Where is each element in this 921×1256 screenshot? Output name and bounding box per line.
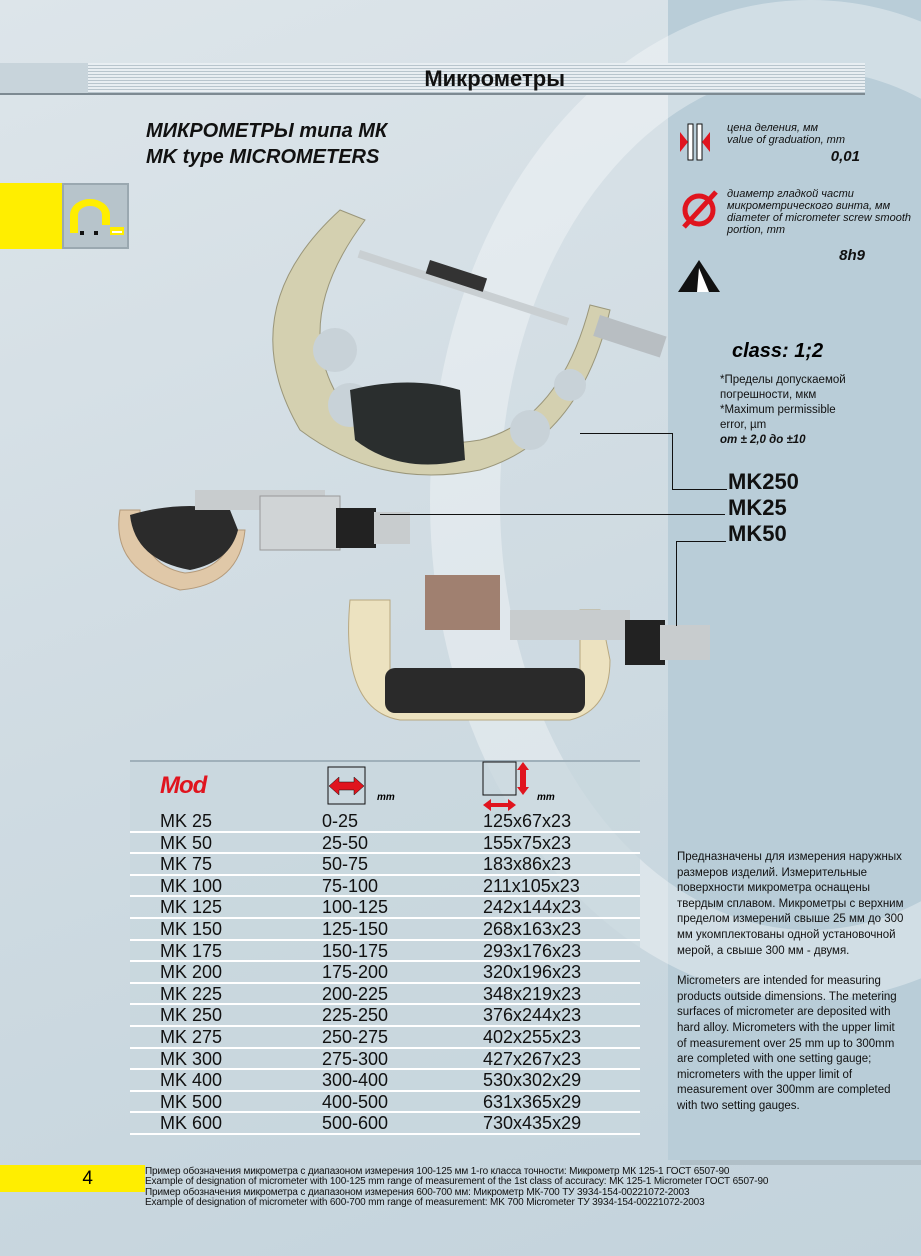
dimensions-cell: 631x365x29 bbox=[483, 1091, 582, 1112]
dimensions-cell: 427x267x23 bbox=[483, 1048, 582, 1069]
dimensions-cell: 320x196x23 bbox=[483, 962, 582, 983]
range-cell: 175-200 bbox=[322, 962, 389, 983]
dimensions-cell: 268x163x23 bbox=[483, 919, 582, 939]
range-cell: 500-600 bbox=[322, 1113, 389, 1134]
mk25-image bbox=[119, 490, 410, 590]
model-cell: MK 225 bbox=[160, 983, 223, 1004]
mk250-image bbox=[273, 210, 667, 475]
table-row bbox=[130, 854, 640, 876]
footer-line: Example of designation of micrometer with 600-700 mm range of measurement: MK 700 Micrometer ТУ 3934-154-00221072-2003 bbox=[145, 1197, 705, 1209]
table-row bbox=[130, 962, 640, 984]
range-cell: 75-100 bbox=[322, 875, 379, 896]
dimensions-cell: 242x144x23 bbox=[483, 897, 582, 918]
mk50-image bbox=[349, 575, 710, 720]
model-cell: MK 250 bbox=[160, 1005, 223, 1026]
range-icon bbox=[327, 766, 367, 806]
footer-line: Example of designation of micrometer with 100-125 mm range of measurement of the 1st class of accuracy: MK 125-1 Micrometer ГОСТ 6507-90 bbox=[145, 1176, 769, 1188]
model-cell: MK 600 bbox=[160, 1113, 223, 1134]
class-label: class: 1;2 bbox=[732, 340, 824, 362]
table-row bbox=[130, 1027, 640, 1049]
heading-en: MK type MICROMETERS bbox=[146, 146, 380, 168]
table-row bbox=[130, 919, 640, 941]
table-row bbox=[130, 1049, 640, 1071]
range-cell: 275-300 bbox=[322, 1048, 389, 1069]
mod-header: Mod bbox=[160, 772, 207, 799]
dimensions-cell: 183x86x23 bbox=[483, 854, 572, 875]
model-cell: MK 150 bbox=[160, 919, 223, 939]
model-cell: MK 300 bbox=[160, 1048, 223, 1069]
model-cell: MK 275 bbox=[160, 1027, 223, 1047]
callout-mk25: MK25 bbox=[728, 495, 787, 520]
footer-line: Пример обозначения микрометра с диапазоном измерения 100-125 мм 1-го класса точности: Микрометр МК 125-1 ГОСТ 6507-90 bbox=[145, 1166, 730, 1177]
dimensions-cell: 155x75x23 bbox=[483, 832, 572, 853]
model-cell: MK 75 bbox=[160, 854, 213, 875]
footer-notes bbox=[145, 1167, 915, 1209]
range-cell: 200-225 bbox=[322, 983, 389, 1004]
spec-diameter-ru: диаметр гладкой части микрометрического винта, мм bbox=[727, 188, 891, 212]
micrometer-illustrations bbox=[100, 190, 720, 730]
table-row bbox=[130, 897, 640, 919]
page-title: Микрометры bbox=[424, 66, 565, 91]
model-cell: MK 400 bbox=[160, 1070, 223, 1091]
spec-graduation-value: 0,01 bbox=[830, 148, 860, 165]
dimensions-cell: 530x302x29 bbox=[483, 1070, 582, 1091]
dimensions-cell: 125x67x23 bbox=[483, 811, 572, 831]
dimensions-cell: 293x176x23 bbox=[483, 940, 582, 961]
model-cell: MK 25 bbox=[160, 811, 213, 831]
model-cell: MK 175 bbox=[160, 940, 223, 961]
section-heading bbox=[146, 118, 387, 170]
table-row bbox=[130, 833, 640, 855]
error-note-en: *Maximum permissible error, µm bbox=[720, 404, 836, 431]
spec-diameter-en: diameter of micrometer screw smooth portion, mm bbox=[727, 212, 911, 236]
table-row bbox=[130, 1070, 640, 1092]
range-cell: 150-175 bbox=[322, 940, 389, 961]
dimensions-icon bbox=[482, 760, 534, 814]
graduation-icon bbox=[678, 120, 718, 165]
page-number: 4 bbox=[0, 1165, 145, 1192]
model-cell: MK 50 bbox=[160, 832, 213, 853]
table-row bbox=[130, 1005, 640, 1027]
description-ru: Предназначены для измерения наружных размеров изделий. Измерительные поверхности микрометра оснащены твердым сплавом. Микрометры с верхним пределом измерений свыше 25 мм до 300 мм укомплектованы одной установочной мерой, а свыше 300 мм - двумя. bbox=[677, 851, 904, 957]
dimensions-cell: 211x105x23 bbox=[483, 875, 580, 896]
error-note-ru: *Пределы допускаемой погрешности, мкм bbox=[720, 374, 846, 401]
spec-graduation-en: value of graduation, mm bbox=[727, 134, 846, 146]
dimensions-cell: 730x435x29 bbox=[483, 1113, 582, 1134]
description bbox=[677, 850, 907, 1115]
model-cell: MK 200 bbox=[160, 962, 223, 983]
dimensions-unit: mm bbox=[537, 792, 555, 803]
table-row bbox=[130, 876, 640, 898]
range-cell: 300-400 bbox=[322, 1070, 389, 1091]
dimensions-cell: 376x244x23 bbox=[483, 1005, 582, 1026]
spec-graduation-ru: цена деления, мм bbox=[727, 122, 819, 134]
error-note-value: от ± 2,0 до ±10 bbox=[720, 434, 806, 446]
heading-ru: МИКРОМЕТРЫ типа МК bbox=[146, 120, 388, 142]
table-row bbox=[130, 984, 640, 1006]
range-cell: 100-125 bbox=[322, 897, 389, 918]
callout-mk250: MK250 bbox=[728, 469, 799, 494]
callout-mk50: MK50 bbox=[728, 521, 787, 546]
dimensions-cell: 348x219x23 bbox=[483, 983, 582, 1004]
dimensions-cell: 402x255x23 bbox=[483, 1027, 582, 1047]
model-cell: MK 100 bbox=[160, 875, 223, 896]
range-cell: 225-250 bbox=[322, 1005, 389, 1026]
range-cell: 125-150 bbox=[322, 919, 389, 939]
range-unit: mm bbox=[377, 792, 395, 803]
range-cell: 0-25 bbox=[322, 811, 359, 831]
description-en: Micrometers are intended for measuring products outside dimensions. The metering surfaces of micrometer are deposited with hard alloy. Micrometers with the upper limit of measurement over 25 mm up to 300mm are completed with one setting gauge; micrometers with the upper limit of measurement over 300mm are completed with two setting gauges. bbox=[677, 975, 897, 1112]
footer-line: Пример обозначения микрометра с диапазоном измерения 600-700 мм: Микрометр МК-700 ТУ 3934-154-00221072-2003 bbox=[145, 1186, 690, 1198]
range-cell: 25-50 bbox=[322, 832, 369, 853]
section-tab bbox=[0, 183, 62, 249]
model-cell: MK 500 bbox=[160, 1091, 223, 1112]
table-row bbox=[130, 941, 640, 963]
spec-diameter-value: 8h9 bbox=[839, 247, 865, 264]
model-cell: MK 125 bbox=[160, 897, 223, 918]
table-row bbox=[130, 1113, 640, 1135]
range-cell: 50-75 bbox=[322, 854, 369, 875]
table-row bbox=[130, 811, 640, 833]
table-row bbox=[130, 1092, 640, 1114]
range-cell: 250-275 bbox=[322, 1027, 389, 1047]
range-cell: 400-500 bbox=[322, 1091, 389, 1112]
title-bar bbox=[0, 63, 865, 95]
